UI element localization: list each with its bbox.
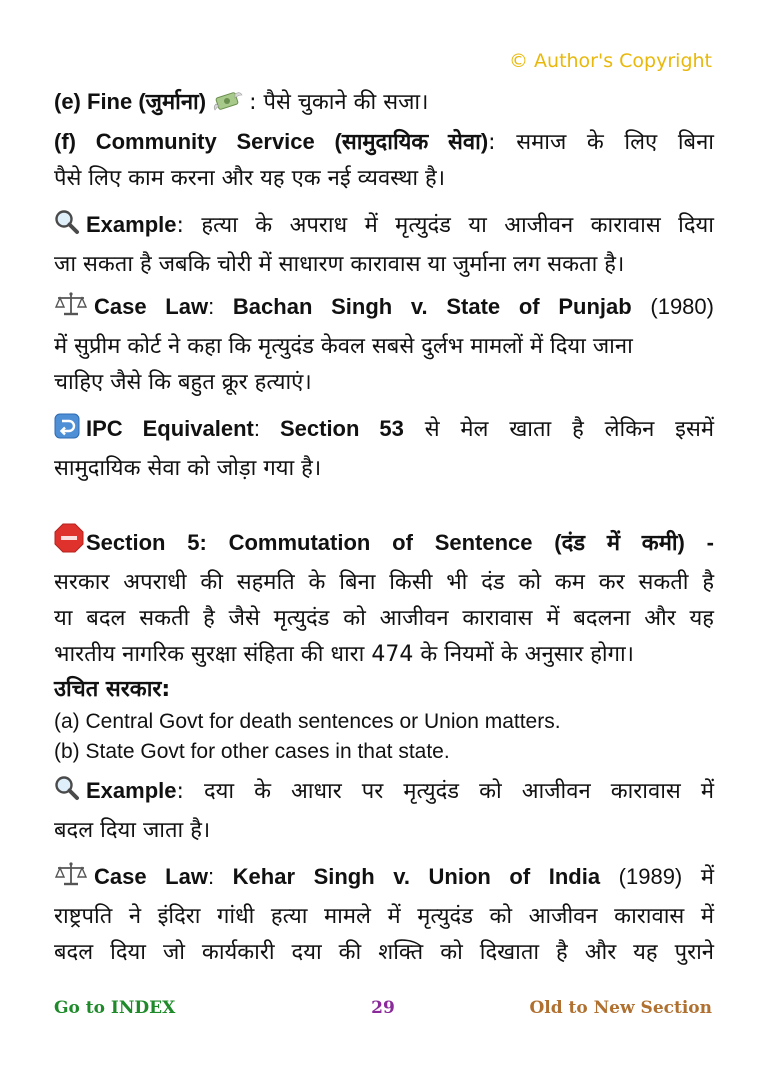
example-1-text-1: : हत्या के अपराध में मृत्युदंड या आजीवन कारावास दिया <box>176 213 714 238</box>
page-content <box>54 84 714 971</box>
ipc-equivalent-text-1: से मेल खाता है लेकिन इसमें <box>403 417 714 442</box>
example-2-text-1: : दया के आधार पर मृत्युदंड को आजीवन कारावास में <box>176 779 714 804</box>
page-footer <box>54 998 712 1028</box>
balance-scale-icon <box>54 861 88 899</box>
section-5-line-2: या बदल सकती है जैसे मृत्युदंड को आजीवन कारावास में बदलना और यह <box>54 606 714 631</box>
section-5-title: Section 5 <box>86 530 200 555</box>
case-law-2-year: (1989) में <box>600 864 714 889</box>
community-text-1: : समाज के लिए बिना <box>488 130 714 155</box>
community-line-1 <box>54 124 714 161</box>
fine-label: (e) Fine (जुर्माना) <box>54 89 207 114</box>
fine-line <box>54 84 714 124</box>
case-law-1-line-3: चाहिए जैसे कि बहुत क्रूर हत्याएं। <box>54 370 312 395</box>
copyright-notice: © Author's Copyright <box>508 50 712 72</box>
case-law-2-line-2: राष्ट्रपति ने इंदिरा गांधी हत्या मामले में मृत्युदंड को आजीवन कारावास में <box>54 904 714 929</box>
case-law-2-case-name: Kehar Singh v. Union of India <box>232 864 601 889</box>
example-1-line-2: जा सकता है जबकि चोरी में साधारण कारावास या जुर्माना लग सकता है। <box>54 252 625 277</box>
magnifying-glass-icon <box>54 775 80 813</box>
example-2-label: Example <box>86 778 177 803</box>
old-to-new-section-link[interactable]: Old to New Section <box>529 998 712 1018</box>
section-5-line-3: भारतीय नागरिक सुरक्षा संहिता की धारा 474 के नियमों के अनुसार होगा। <box>54 642 635 667</box>
magnifying-glass-icon <box>54 209 80 247</box>
case-law-2-line-3: बदल दिया जो कार्यकारी दया की शक्ति को दिखाता है और यह पुराने <box>54 940 714 965</box>
appropriate-government-heading: उचित सरकार: <box>54 677 171 702</box>
section-5-item-b: (b) State Govt for other cases in that state. <box>54 740 450 763</box>
money-with-wings-icon <box>213 88 243 124</box>
example-1-label: Example <box>86 212 177 237</box>
case-law-1-line-2: में सुप्रीम कोर्ट ने कहा कि मृत्युदंड केवल सबसे दुर्लभ मामलों में दिया जाना <box>54 334 633 359</box>
ipc-equivalent-section: Section 53 <box>279 416 404 441</box>
case-law-2-line-1: Case Law: Kehar Singh v. Union of India (1989) में <box>54 859 714 899</box>
case-law-1-case-name: Bachan Singh v. State of Punjab <box>232 294 632 319</box>
section-5-line-1: सरकार अपराधी की सहमति के बिना किसी भी दंड को कम कर सकती है <box>54 570 714 595</box>
example-1-line-1 <box>54 207 714 247</box>
section-5-heading <box>54 523 714 565</box>
page-number: 29 <box>371 998 395 1018</box>
example-2-line-2: बदल दिया जाता है। <box>54 818 211 843</box>
case-law-2-label: Case Law <box>94 864 208 889</box>
ipc-equivalent-label: IPC Equivalent <box>86 416 254 441</box>
community-label: (f) Community Service (सामुदायिक सेवा) <box>54 129 489 154</box>
ipc-equivalent-line-1: IPC Equivalent: Section 53 से मेल खाता है लेकिन इसमें <box>54 411 714 451</box>
example-2-line-1 <box>54 773 714 813</box>
fine-text: : पैसे चुकाने की सजा। <box>249 90 429 115</box>
case-law-1-year: (1980) <box>631 294 714 319</box>
ipc-equivalent-line-2: सामुदायिक सेवा को जोड़ा गया है। <box>54 456 322 481</box>
case-law-1-line-1: Case Law: Bachan Singh v. State of Punjab (1980) <box>54 289 714 329</box>
balance-scale-icon <box>54 291 88 329</box>
go-to-index-link[interactable]: Go to INDEX <box>54 998 176 1018</box>
return-arrow-icon <box>54 413 80 451</box>
case-law-1-label: Case Law <box>94 294 209 319</box>
community-line-2: पैसे लिए काम करना और यह एक नई व्यवस्था है। <box>54 166 446 191</box>
stop-sign-icon <box>54 523 84 565</box>
section-5-title-rest: : Commutation of Sentence (दंड में कमी) - <box>199 530 714 555</box>
section-5-item-a: (a) Central Govt for death sentences or Union matters. <box>54 710 561 733</box>
